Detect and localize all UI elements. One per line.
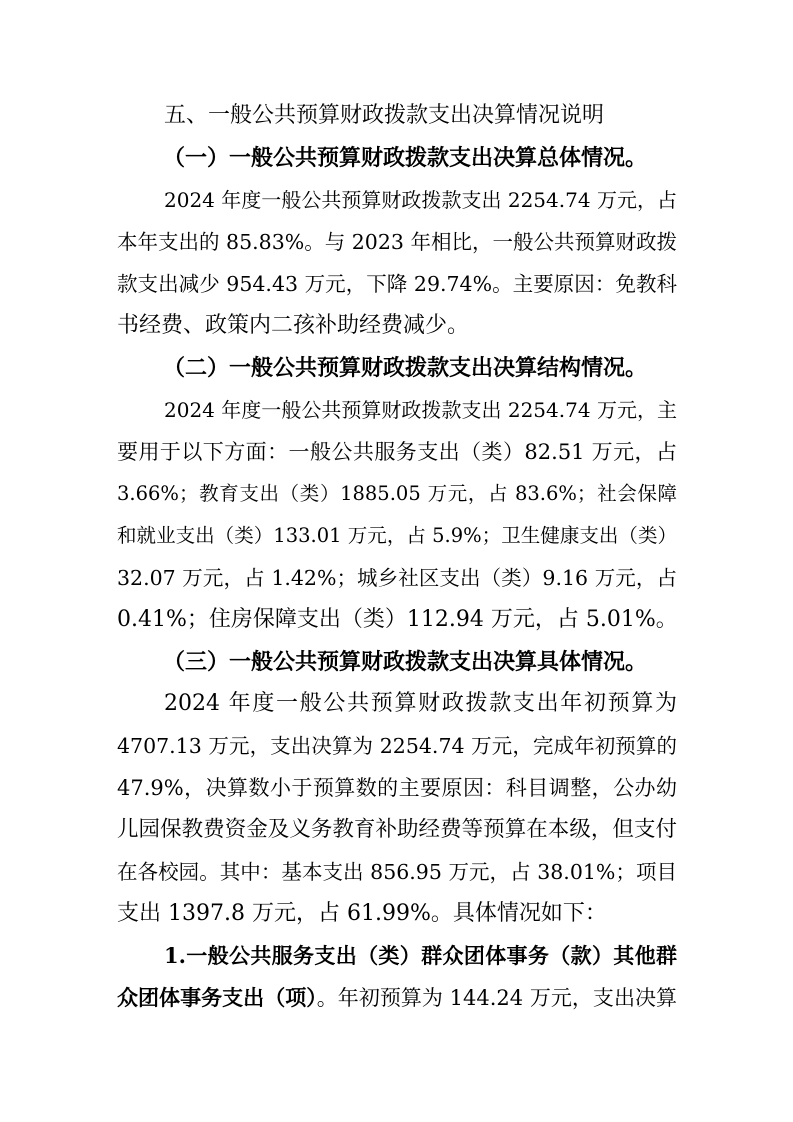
paragraph-line: 在各校园。其中：基本支出 856.95 万元，占 38.01%；项目	[117, 860, 677, 884]
paragraph-line: 2024 年度一般公共预算财政拨款支出 2254.74 万元，占	[164, 188, 677, 212]
item-heading-line: 1.一般公共服务支出（类）群众团体事务（款）其他群	[164, 943, 677, 968]
paragraph-line: 47.9%，决算数小于预算数的主要原因：科目调整，公办幼	[117, 776, 677, 800]
paragraph-line: 本年支出的 85.83%。与 2023 年相比，一般公共预算财政拨	[117, 230, 677, 254]
paragraph-line: 4707.13 万元，支出决算为 2254.74 万元，完成年初预算的	[117, 734, 677, 758]
paragraph-line: 32.07 万元，占 1.42%；城乡社区支出（类）9.16 万元，占	[117, 566, 677, 590]
paragraph-line: 儿园保教费资金及义务教育补助经费等预算在本级，但支付	[117, 817, 677, 842]
item-line	[117, 983, 677, 1013]
section-title: 五、一般公共预算财政拨款支出决算情况说明	[164, 103, 605, 128]
paragraph-line: 要用于以下方面：一般公共服务支出（类）82.51 万元，占	[117, 440, 677, 464]
paragraph-line: 3.66%；教育支出（类）1885.05 万元，占 83.6%；社会保障	[117, 482, 677, 505]
subsection-heading-2: （二）一般公共预算财政拨款支出决算结构情况。	[163, 355, 648, 381]
paragraph-line: 书经费、政策内二孩补助经费减少。	[117, 313, 470, 338]
item-text: 。年初预算为 144.24 万元，支出决算	[316, 986, 677, 1010]
subsection-heading-3: （三）一般公共预算财政拨款支出决算具体情况。	[163, 649, 648, 675]
subsection-heading-1: （一）一般公共预算财政拨款支出决算总体情况。	[163, 145, 648, 171]
paragraph-line: 2024 年度一般公共预算财政拨款支出 2254.74 万元，主	[164, 398, 677, 422]
item-heading-continued: 众团体事务支出（项）	[117, 985, 317, 1010]
paragraph-line: 0.41%；住房保障支出（类）112.94 万元，占 5.01%。	[117, 607, 678, 632]
paragraph-line: 支出 1397.8 万元，占 61.99%。具体情况如下：	[117, 901, 607, 926]
paragraph-line: 2024 年度一般公共预算财政拨款支出年初预算为	[164, 691, 677, 716]
paragraph-line: 款支出减少 954.43 万元，下降 29.74%。主要原因：免教科	[117, 272, 677, 296]
paragraph-line: 和就业支出（类）133.01 万元，占 5.9%；卫生健康支出（类）	[117, 524, 677, 547]
